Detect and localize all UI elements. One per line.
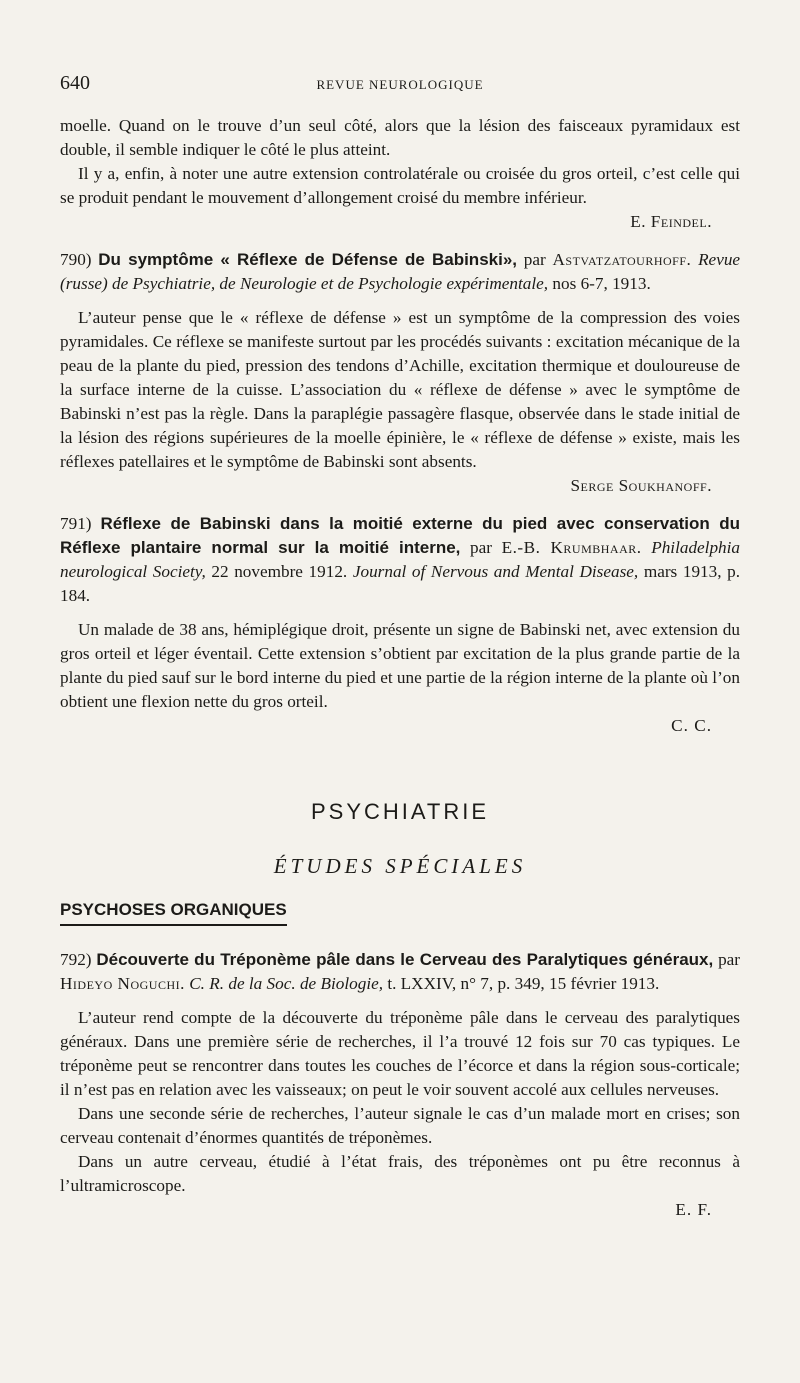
entry-792-paragraph-2: Dans une seconde série de recherches, l’auteur signale le cas d’un malade mort en crises; son cerveau contenait d’énormes quantités de tréponèmes. — [60, 1104, 740, 1147]
intro-signature-row — [60, 210, 740, 234]
entry-791-author: E.-B. Krumbhaar. — [501, 538, 642, 557]
entry-791-journal-2: Journal of Nervous and Mental Disease, — [352, 562, 639, 581]
entry-791-paragraph: Un malade de 38 ans, hémiplégique droit, présente un signe de Babinski net, avec extension du gros orteil et léger éventail. Cette extension s’obtient par excitation de la plus grande partie de la plante du pied sauf sur le bord interne du pied et une partie de la région interne de la plante où l’on obtient une flexion nette du gros orteil. — [60, 620, 740, 711]
entry-791-signature: C. C. — [671, 716, 712, 735]
entry-790-by: par — [523, 250, 546, 269]
intro-paragraph-2: Il y a, enfin, à noter une autre extension controlatérale ou croisée du gros orteil, c’est celle qui se produit pendant le mouvement d’allongement croisé du membre inférieur. — [60, 164, 740, 207]
entry-790-title: Du symptôme « Réflexe de Défense de Babinski», — [98, 250, 518, 269]
entry-791-date-1: 22 novembre 1912. — [211, 562, 348, 581]
section-subtitle: ÉTUDES SPÉCIALES — [273, 854, 527, 878]
entry-790-journal: Revue (russe) de Psychiatrie, de Neurologie et de Psychologie expérimentale, — [60, 250, 741, 293]
entry-792-paragraph-3: Dans un autre cerveau, étudié à l’état frais, des tréponèmes ont pu être reconnus à l’ultramicroscope. — [60, 1152, 740, 1195]
entry-792-heading — [60, 948, 740, 996]
entry-790 — [60, 248, 740, 498]
entry-792-signature-row — [60, 1198, 740, 1222]
entry-791-title: Réflexe de Babinski dans la moitié externe du pied avec conservation du Réflexe plantaire normal sur la moitié interne, — [60, 514, 741, 557]
section-title: PSYCHIATRIE — [310, 799, 490, 824]
entry-792 — [60, 948, 740, 1222]
entry-790-heading — [60, 248, 740, 296]
entry-790-signature-row — [60, 474, 740, 498]
entry-792-paragraph-1: L’auteur rend compte de la découverte du tréponème pâle dans le cerveau des paralytiques généraux. Dans une première série de recherches, il l’a trouvé 12 fois sur 70 cas typiques. Le tréponème peut se rencontrer dans toutes les couches de l’écorce et dans la région sous-corticale; il n’est pas en relation avec les vaisseaux; on peut le voir souvent accolé aux cellules nerveuses. — [60, 1008, 740, 1099]
page-number: 640 — [60, 72, 90, 94]
intro-signature: E. Feindel. — [630, 212, 712, 231]
entry-792-author: Hideyo Noguchi. — [60, 974, 185, 993]
entry-792-issue: t. LXXIV, n° 7, p. 349, 15 février 1913. — [387, 974, 660, 993]
entry-790-author: Astvatzatourhoff. — [552, 250, 692, 269]
entry-792-number: 792) — [60, 950, 92, 969]
entry-791-date-2: mars 1913, p. 184. — [60, 562, 741, 605]
entry-791-journal-1: Philadelphia neurological Society, — [60, 538, 740, 581]
entry-790-signature: Serge Soukhanoff. — [570, 476, 712, 495]
entry-791 — [60, 512, 740, 738]
entry-791-heading — [60, 512, 740, 608]
entry-792-title: Découverte du Tréponème pâle dans le Cerveau des Paralytiques généraux, — [96, 950, 714, 969]
intro-paragraph-1: moelle. Quand on le trouve d’un seul côté, alors que la lésion des faisceaux pyramidaux est double, il semble indiquer le côté le plus atteint. — [60, 116, 740, 159]
entry-792-signature: E. F. — [675, 1200, 712, 1219]
entry-791-by: par — [470, 538, 492, 557]
entry-792-by: par — [718, 950, 741, 969]
topic-heading-wrap — [60, 878, 740, 926]
entry-790-issue: nos 6-7, 1913. — [552, 274, 651, 293]
entry-790-paragraph: L’auteur pense que le « réflexe de défense » est un symptôme de la compression des voies pyramidales. Ce réflexe se manifeste surtout par les procédés suivants : excitation mécanique de la peau de la plante du pied, pression des tendons d’Achille, excitation thermique et douloureuse de la surface interne de la cuisse. L’association du « réflexe de défense » avec le symptôme de Babinski n’est pas la règle. Dans la paraplégie passagère flasque, observée dans le stade initial de la lésion des régions supérieures de la moelle épinière, le « réflexe de défense » existe, mais les réflexes patellaires et le symptôme de Babinski sont absents. — [60, 308, 740, 471]
entry-792-journal: C. R. de la Soc. de Biologie, — [189, 974, 384, 993]
topic-heading: PSYCHOSES ORGANIQUES — [60, 898, 287, 926]
entry-790-number: 790) — [60, 250, 92, 269]
running-title: REVUE NEUROLOGIQUE — [316, 77, 484, 92]
page-content — [60, 114, 740, 1222]
entry-791-number: 791) — [60, 514, 92, 533]
entry-791-signature-row — [60, 714, 740, 738]
page-header — [60, 72, 740, 102]
